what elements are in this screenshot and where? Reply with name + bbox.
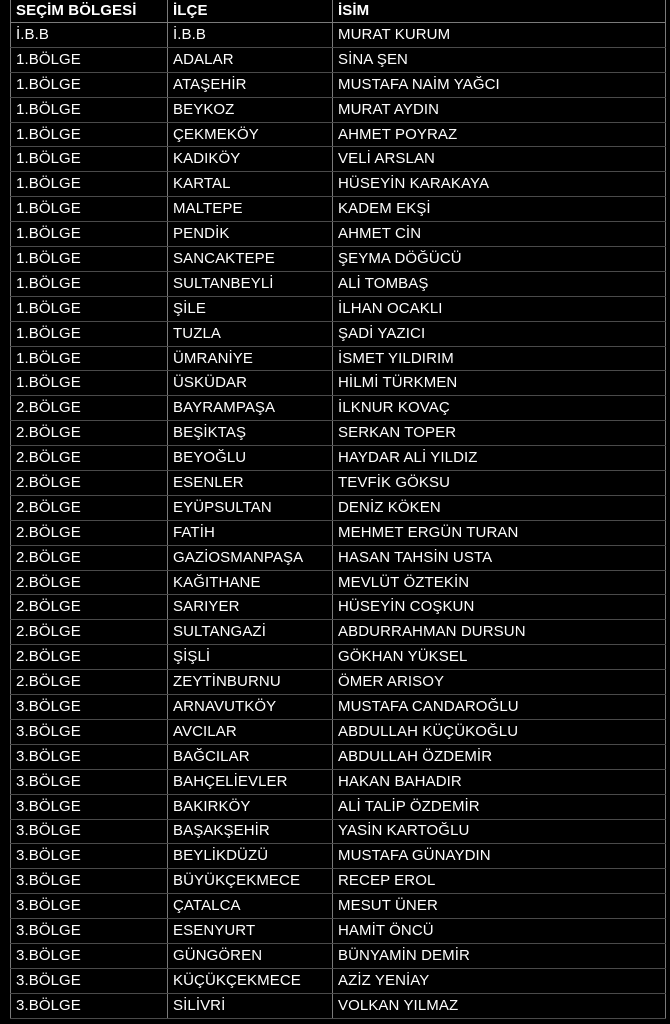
table-row [11, 371, 666, 396]
district-cell: ÇEKMEKÖY [168, 122, 333, 147]
region-cell: 1.BÖLGE [11, 122, 168, 147]
name-cell: HAKAN BAHADIR [333, 769, 666, 794]
district-cell: GÜNGÖREN [168, 943, 333, 968]
district-cell: ADALAR [168, 47, 333, 72]
region-cell: 1.BÖLGE [11, 197, 168, 222]
name-cell: DENİZ KÖKEN [333, 495, 666, 520]
table-row [11, 471, 666, 496]
table-row [11, 570, 666, 595]
name-cell: ABDULLAH ÖZDEMİR [333, 744, 666, 769]
district-cell: BAŞAKŞEHİR [168, 819, 333, 844]
table-row [11, 296, 666, 321]
table-row [11, 23, 666, 48]
region-cell: 3.BÖLGE [11, 869, 168, 894]
district-cell: BEYOĞLU [168, 446, 333, 471]
district-cell: SİLİVRİ [168, 993, 333, 1018]
region-cell: 1.BÖLGE [11, 346, 168, 371]
district-cell: EYÜPSULTAN [168, 495, 333, 520]
table-row [11, 172, 666, 197]
name-cell: ABDURRAHMAN DURSUN [333, 620, 666, 645]
district-cell: AVCILAR [168, 719, 333, 744]
table-row [11, 670, 666, 695]
name-cell: MURAT AYDIN [333, 97, 666, 122]
region-cell: 3.BÖLGE [11, 819, 168, 844]
name-cell: İLKNUR KOVAÇ [333, 396, 666, 421]
district-cell: ATAŞEHİR [168, 72, 333, 97]
table-row [11, 222, 666, 247]
name-cell: ALİ TALİP ÖZDEMİR [333, 794, 666, 819]
region-cell: 1.BÖLGE [11, 172, 168, 197]
region-cell: 2.BÖLGE [11, 595, 168, 620]
table-row [11, 645, 666, 670]
district-cell: SARIYER [168, 595, 333, 620]
region-cell: 3.BÖLGE [11, 919, 168, 944]
district-cell: BAĞCILAR [168, 744, 333, 769]
region-cell: 3.BÖLGE [11, 943, 168, 968]
region-cell: 1.BÖLGE [11, 47, 168, 72]
district-cell: BÜYÜKÇEKMECE [168, 869, 333, 894]
region-cell: 3.BÖLGE [11, 794, 168, 819]
name-cell: MEVLÜT ÖZTEKİN [333, 570, 666, 595]
table-row [11, 968, 666, 993]
region-cell: 3.BÖLGE [11, 695, 168, 720]
district-cell: ZEYTİNBURNU [168, 670, 333, 695]
district-cell: GAZİOSMANPAŞA [168, 545, 333, 570]
region-cell: 3.BÖLGE [11, 844, 168, 869]
header-isim: İSİM [333, 0, 666, 23]
header-secim-bolgesi: SEÇİM BÖLGESİ [11, 0, 168, 23]
region-cell: 1.BÖLGE [11, 296, 168, 321]
region-cell: 2.BÖLGE [11, 645, 168, 670]
table-row [11, 894, 666, 919]
district-cell: KAĞITHANE [168, 570, 333, 595]
name-cell: GÖKHAN YÜKSEL [333, 645, 666, 670]
table-row [11, 122, 666, 147]
name-cell: ŞADİ YAZICI [333, 321, 666, 346]
name-cell: HAYDAR ALİ YILDIZ [333, 446, 666, 471]
district-cell: MALTEPE [168, 197, 333, 222]
region-cell: 2.BÖLGE [11, 620, 168, 645]
table-row [11, 919, 666, 944]
name-cell: AHMET CİN [333, 222, 666, 247]
district-cell: ŞİŞLİ [168, 645, 333, 670]
table-row [11, 844, 666, 869]
table-row [11, 495, 666, 520]
district-cell: ESENLER [168, 471, 333, 496]
district-cell: BAHÇELİEVLER [168, 769, 333, 794]
name-cell: ALİ TOMBAŞ [333, 271, 666, 296]
name-cell: ABDULLAH KÜÇÜKOĞLU [333, 719, 666, 744]
district-cell: BAYRAMPAŞA [168, 396, 333, 421]
header-row [11, 0, 666, 23]
name-cell: RECEP EROL [333, 869, 666, 894]
table-row [11, 147, 666, 172]
region-cell: 2.BÖLGE [11, 520, 168, 545]
district-cell: İ.B.B [168, 23, 333, 48]
name-cell: HASAN TAHSİN USTA [333, 545, 666, 570]
region-cell: 1.BÖLGE [11, 321, 168, 346]
region-cell: 2.BÖLGE [11, 495, 168, 520]
district-cell: BEYLİKDÜZÜ [168, 844, 333, 869]
district-cell: ESENYURT [168, 919, 333, 944]
region-cell: 3.BÖLGE [11, 968, 168, 993]
district-cell: BEYKOZ [168, 97, 333, 122]
table-row [11, 869, 666, 894]
name-cell: SİNA ŞEN [333, 47, 666, 72]
table-row [11, 695, 666, 720]
table-row [11, 271, 666, 296]
table-row [11, 993, 666, 1018]
district-cell: ÜSKÜDAR [168, 371, 333, 396]
name-cell: ÖMER ARISOY [333, 670, 666, 695]
district-cell: SULTANGAZİ [168, 620, 333, 645]
district-cell: KARTAL [168, 172, 333, 197]
table-row [11, 97, 666, 122]
name-cell: SERKAN TOPER [333, 421, 666, 446]
table-row [11, 47, 666, 72]
region-cell: 1.BÖLGE [11, 147, 168, 172]
region-cell: 1.BÖLGE [11, 72, 168, 97]
region-cell: 3.BÖLGE [11, 894, 168, 919]
region-cell: 3.BÖLGE [11, 719, 168, 744]
region-cell: 1.BÖLGE [11, 247, 168, 272]
region-cell: 2.BÖLGE [11, 446, 168, 471]
table-row [11, 794, 666, 819]
region-cell: 2.BÖLGE [11, 396, 168, 421]
table-row [11, 620, 666, 645]
table-row [11, 321, 666, 346]
header-ilce: İLÇE [168, 0, 333, 23]
name-cell: MURAT KURUM [333, 23, 666, 48]
district-cell: BEŞİKTAŞ [168, 421, 333, 446]
name-cell: MUSTAFA GÜNAYDIN [333, 844, 666, 869]
region-cell: 2.BÖLGE [11, 545, 168, 570]
table-row [11, 446, 666, 471]
district-cell: ARNAVUTKÖY [168, 695, 333, 720]
name-cell: MUSTAFA CANDAROĞLU [333, 695, 666, 720]
district-cell: SANCAKTEPE [168, 247, 333, 272]
name-cell: İLHAN OCAKLI [333, 296, 666, 321]
district-cell: ÇATALCA [168, 894, 333, 919]
region-cell: İ.B.B [11, 23, 168, 48]
table-row [11, 819, 666, 844]
name-cell: VELİ ARSLAN [333, 147, 666, 172]
table-body [11, 23, 666, 1019]
name-cell: ŞEYMA DÖĞÜCÜ [333, 247, 666, 272]
candidate-table [10, 0, 666, 1019]
table-row [11, 197, 666, 222]
name-cell: AZİZ YENİAY [333, 968, 666, 993]
name-cell: MEHMET ERGÜN TURAN [333, 520, 666, 545]
name-cell: İSMET YILDIRIM [333, 346, 666, 371]
region-cell: 2.BÖLGE [11, 421, 168, 446]
table-row [11, 72, 666, 97]
table-row [11, 247, 666, 272]
region-cell: 1.BÖLGE [11, 222, 168, 247]
table-row [11, 520, 666, 545]
name-cell: VOLKAN YILMAZ [333, 993, 666, 1018]
district-cell: FATİH [168, 520, 333, 545]
district-cell: ÜMRANİYE [168, 346, 333, 371]
name-cell: TEVFİK GÖKSU [333, 471, 666, 496]
name-cell: KADEM EKŞİ [333, 197, 666, 222]
table-row [11, 346, 666, 371]
region-cell: 2.BÖLGE [11, 670, 168, 695]
table-row [11, 719, 666, 744]
table-row [11, 943, 666, 968]
table-row [11, 421, 666, 446]
table-row [11, 744, 666, 769]
name-cell: MUSTAFA NAİM YAĞCI [333, 72, 666, 97]
name-cell: BÜNYAMİN DEMİR [333, 943, 666, 968]
table-row [11, 396, 666, 421]
spreadsheet [10, 0, 670, 1024]
district-cell: ŞİLE [168, 296, 333, 321]
region-cell: 2.BÖLGE [11, 471, 168, 496]
name-cell: AHMET POYRAZ [333, 122, 666, 147]
region-cell: 3.BÖLGE [11, 993, 168, 1018]
table-row [11, 595, 666, 620]
name-cell: YASİN KARTOĞLU [333, 819, 666, 844]
region-cell: 1.BÖLGE [11, 271, 168, 296]
region-cell: 3.BÖLGE [11, 744, 168, 769]
region-cell: 1.BÖLGE [11, 371, 168, 396]
name-cell: HAMİT ÖNCÜ [333, 919, 666, 944]
table-row [11, 769, 666, 794]
table-row [11, 545, 666, 570]
district-cell: BAKIRKÖY [168, 794, 333, 819]
name-cell: HÜSEYİN KARAKAYA [333, 172, 666, 197]
region-cell: 3.BÖLGE [11, 769, 168, 794]
region-cell: 2.BÖLGE [11, 570, 168, 595]
district-cell: KÜÇÜKÇEKMECE [168, 968, 333, 993]
district-cell: SULTANBEYLİ [168, 271, 333, 296]
name-cell: HÜSEYİN COŞKUN [333, 595, 666, 620]
name-cell: HİLMİ TÜRKMEN [333, 371, 666, 396]
region-cell: 1.BÖLGE [11, 97, 168, 122]
district-cell: KADIKÖY [168, 147, 333, 172]
district-cell: TUZLA [168, 321, 333, 346]
district-cell: PENDİK [168, 222, 333, 247]
name-cell: MESUT ÜNER [333, 894, 666, 919]
